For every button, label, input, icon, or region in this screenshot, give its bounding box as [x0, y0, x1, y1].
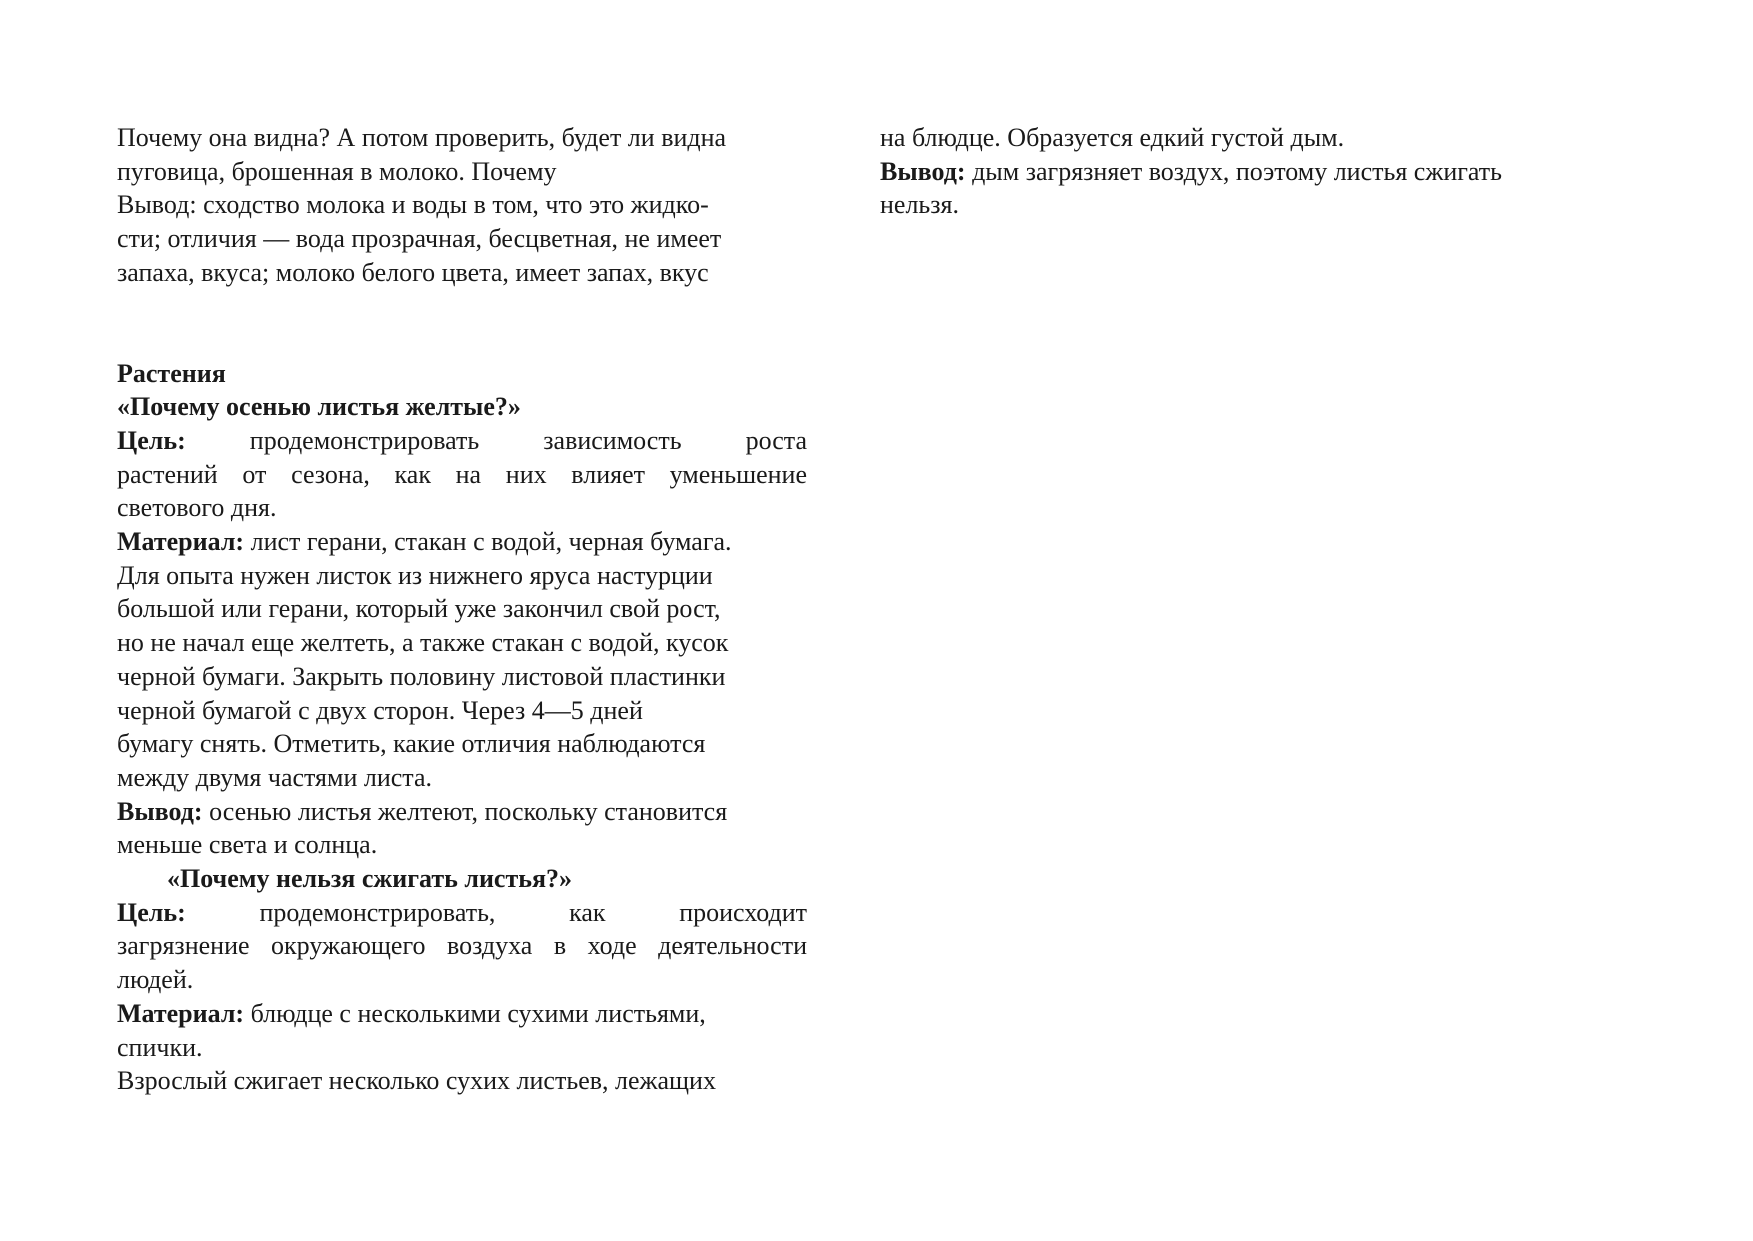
section-heading: Растения	[117, 358, 226, 388]
procedure-line: Взрослый сжигает несколько сухих листьев, лежащих	[117, 1066, 716, 1096]
conclusion-text: осенью листья желтеют, поскольку становится	[202, 796, 728, 826]
procedure-line: черной бумаги. Закрыть половину листовой пластинки	[117, 661, 726, 691]
material-line	[117, 525, 807, 559]
procedure-line: бумагу снять. Отметить, какие отличия наблюдаются	[117, 729, 706, 759]
conclusion-label: Вывод:	[117, 796, 203, 826]
goal-text: продемонстрировать зависимость роста	[249, 425, 807, 455]
text-line: сти; отличия — вода прозрачная, бесцветная, не имеет	[117, 224, 722, 254]
conclusion-line: меньше света и солнца.	[117, 830, 378, 860]
procedure-line: на блюдце. Образуется едкий густой дым.	[880, 123, 1345, 152]
goal-paragraph-line: людей.	[117, 965, 194, 995]
goal-paragraph-line: загрязнение окружающего воздуха в ходе деятельности	[117, 931, 807, 961]
material-label: Материал:	[117, 527, 245, 557]
goal-paragraph-line: светового дня.	[117, 493, 277, 523]
material-text: блюдце с несколькими сухими листьями,	[244, 998, 706, 1028]
experiment-title: «Почему осенью листья желтые?»	[117, 392, 521, 422]
goal-label: Цель:	[117, 425, 186, 455]
procedure-line: но не начал еще желтеть, а также стакан с водой, кусок	[117, 628, 729, 658]
conclusion-label: Вывод:	[880, 156, 966, 186]
goal-paragraph-line	[117, 896, 807, 930]
experiment-title: «Почему нельзя сжигать листья?»	[167, 864, 573, 894]
text-line: Почему она видна? А потом проверить, будет ли видна	[117, 123, 727, 152]
procedure-line: Для опыта нужен листок из нижнего яруса настурции	[117, 560, 713, 590]
conclusion-line	[880, 155, 1590, 189]
procedure-line: большой или герани, который уже закончил свой рост,	[117, 594, 721, 624]
conclusion-line	[117, 795, 807, 829]
text-line: Вывод: сходство молока и воды в том, что это жидко-	[117, 190, 709, 220]
conclusion-text: дым загрязняет воздух, поэтому листья сжигать	[965, 156, 1502, 186]
goal-paragraph-line	[117, 424, 807, 458]
goal-paragraph-line: растений от сезона, как на них влияет уменьшение	[117, 459, 807, 489]
material-text: лист герани, стакан с водой, черная бумага.	[244, 527, 732, 557]
material-line	[117, 997, 807, 1031]
material-label: Материал:	[117, 998, 245, 1028]
text-line: пуговица, брошенная в молоко. Почему	[117, 156, 557, 186]
procedure-line: между двумя частями листа.	[117, 762, 433, 792]
goal-label: Цель:	[117, 897, 186, 927]
section-gap	[117, 290, 807, 357]
material-line: спички.	[117, 1032, 203, 1062]
left-column	[117, 121, 807, 1098]
procedure-line: черной бумагой с двух сторон. Через 4—5 дней	[117, 695, 643, 725]
conclusion-line: нельзя.	[880, 190, 960, 220]
right-column	[880, 121, 1590, 222]
text-line: запаха, вкуса; молоко белого цвета, имеет запах, вкус	[117, 257, 709, 287]
goal-text: продемонстрировать, как происходит	[259, 897, 808, 927]
